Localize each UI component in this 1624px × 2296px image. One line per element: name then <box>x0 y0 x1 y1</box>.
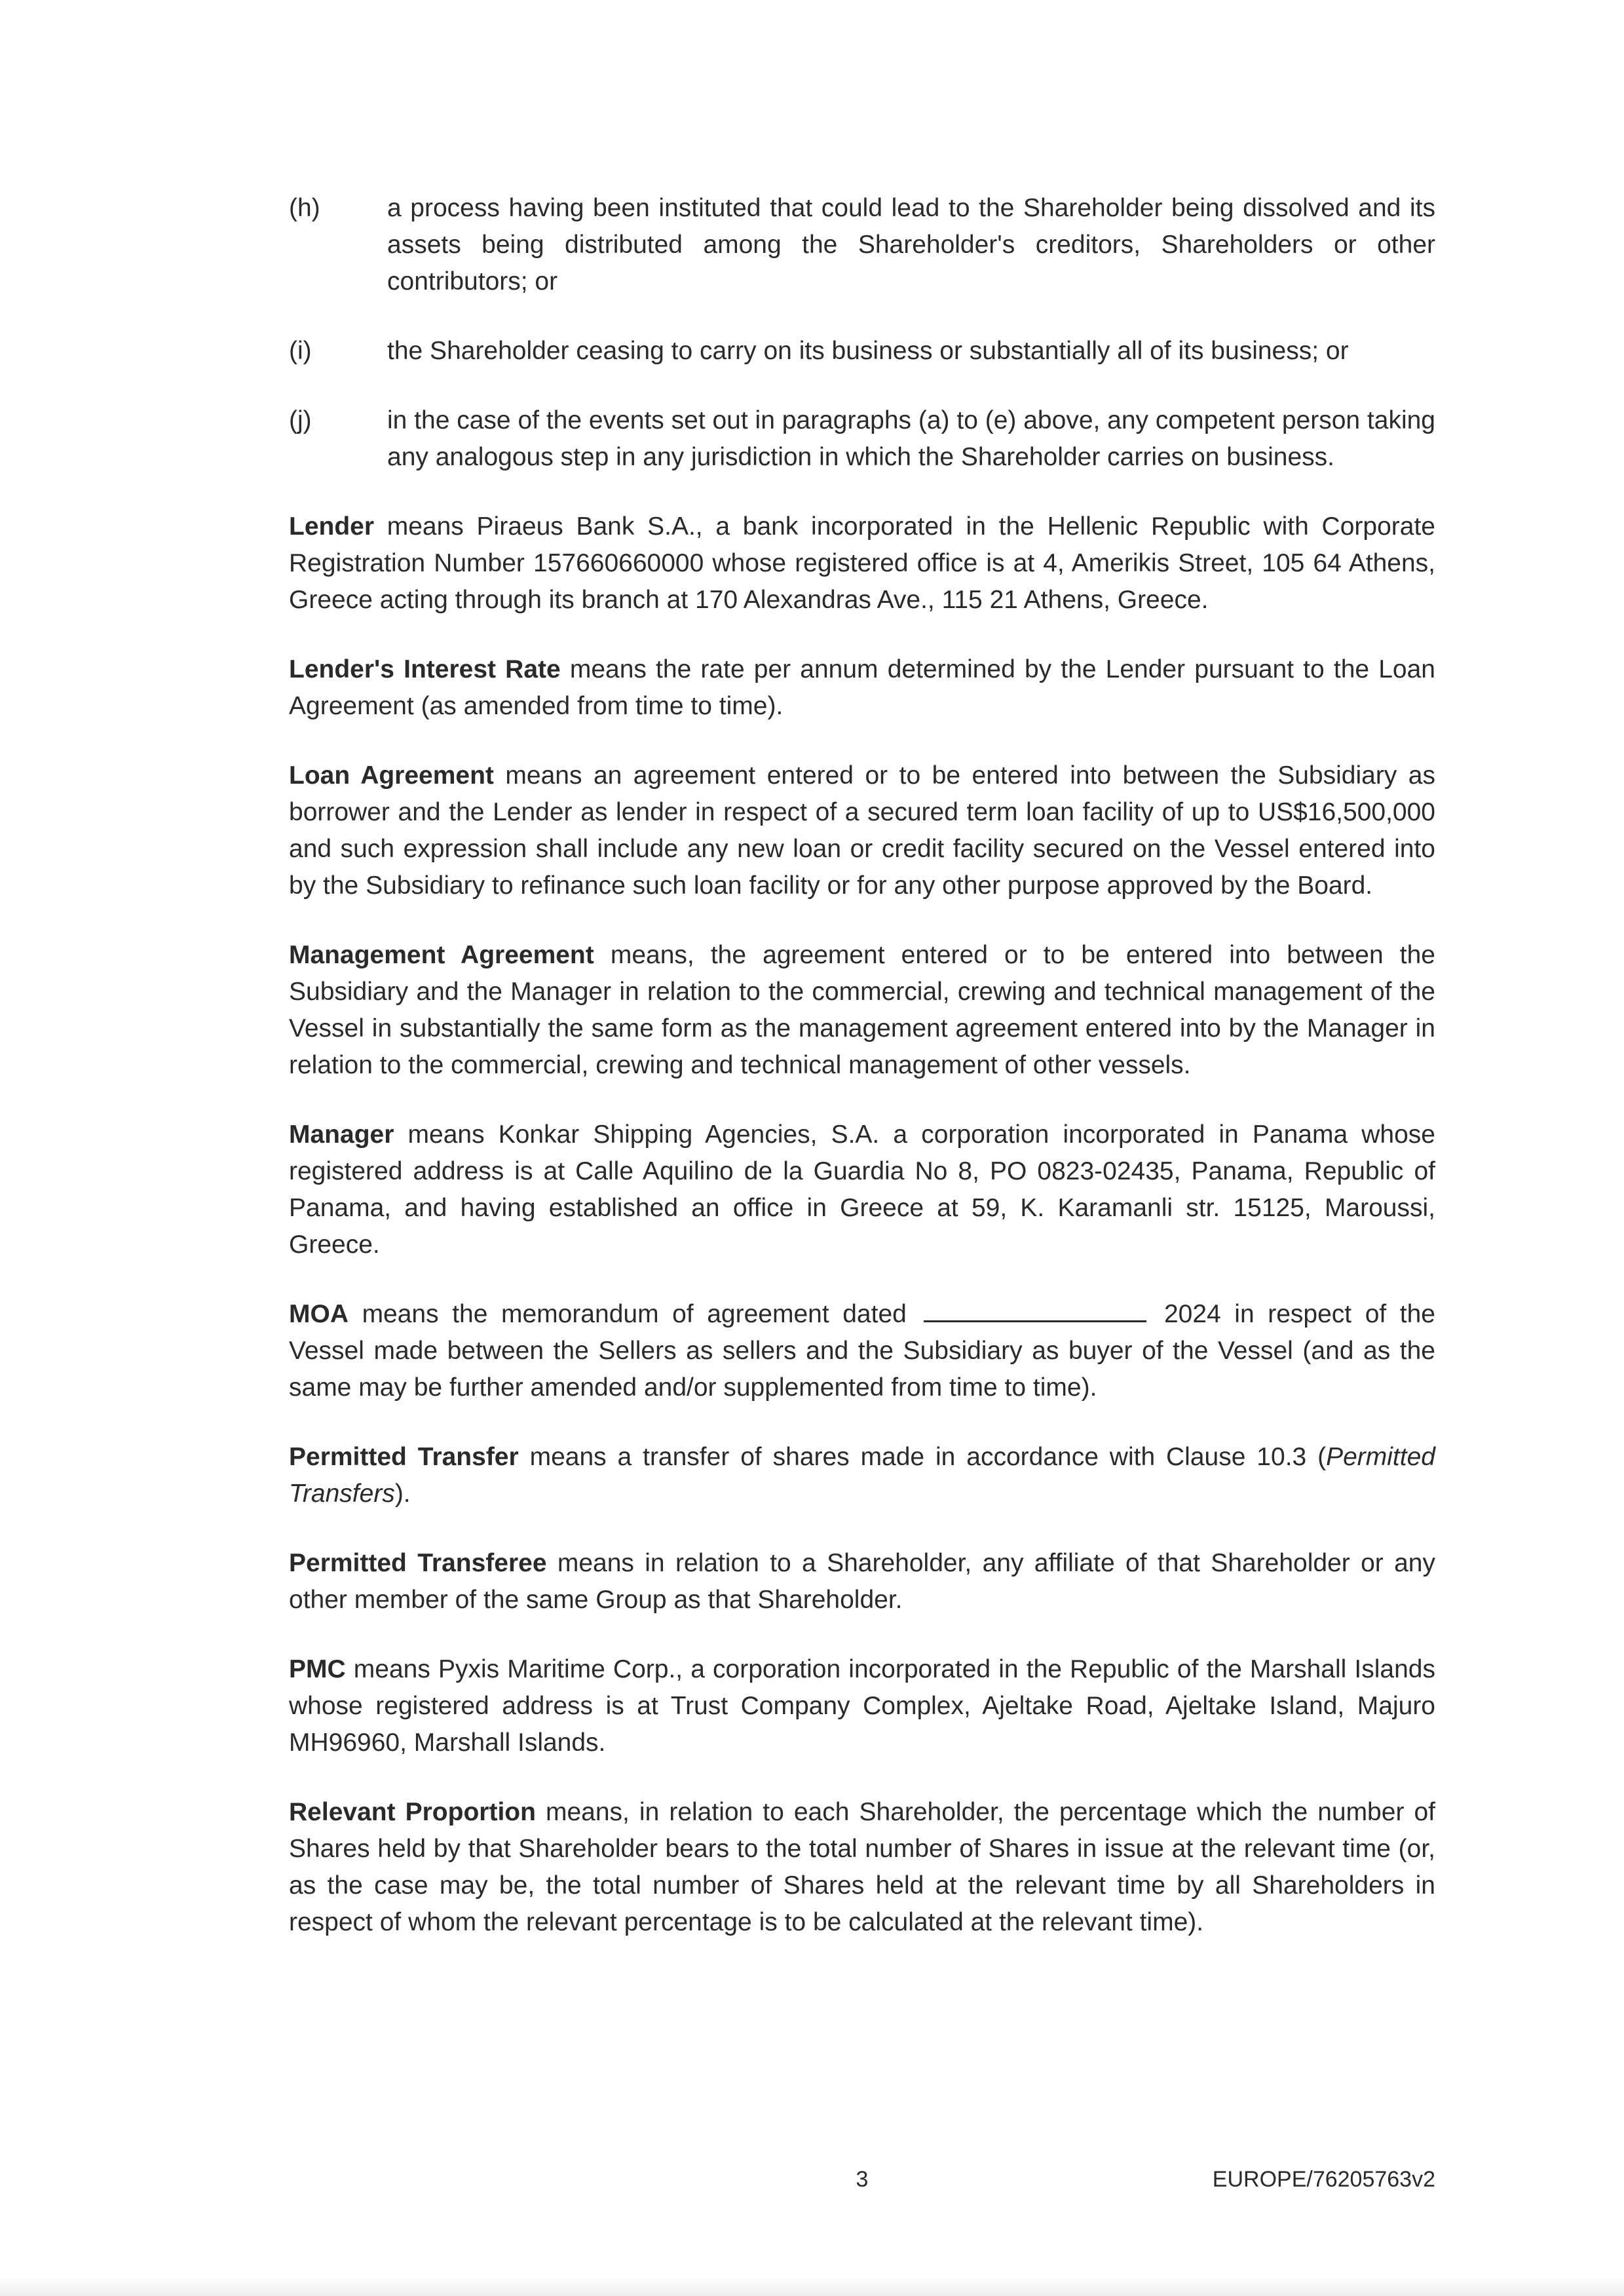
defined-term: Lender <box>289 512 375 541</box>
definition-text: means, in relation to each Shareholder, the percentage which the number of Shares held by that Shareholder bears to the total number of Shares in issue at the relevant time (or, as the case may be, the total number of Shares held at the relevant time by all Shareholders in respect of whom the relevant percentage is to be calculated at the relevant time). <box>289 1798 1436 1936</box>
definition-text: means, the agreement entered or to be entered into between the Subsidiary and the Manager in relation to the commercial, crewing and technical management of the Vessel in substantially the same form as the management agreement entered into by the Manager in relation to the commercial, crewing and technical management of other vessels. <box>289 941 1435 1079</box>
scan-edge-shadow <box>0 2276 1624 2296</box>
list-label: (h) <box>289 194 320 222</box>
definition-permitted-transferee <box>289 1545 1435 1618</box>
definition-text: means the rate per annum determined by the Lender pursuant to the Loan Agreement (as amended from time to time). <box>289 655 1435 720</box>
definition-text: means in relation to a Shareholder, any affiliate of that Shareholder or any other member of the same Group as that Shareholder. <box>289 1549 1435 1614</box>
definition-relevant-proportion <box>289 1794 1435 1941</box>
defined-term: Relevant Proportion <box>289 1798 536 1826</box>
clause-reference: Permitted Transfers <box>289 1443 1435 1508</box>
document-body <box>289 190 1435 1974</box>
definition-text: 2024 in respect of the Vessel made between the Sellers as sellers and the Subsidiary as buyer of the Vessel (and as the same may be further amended and/or supplemented from time to time). <box>289 1300 1435 1402</box>
list-item-h <box>289 190 1435 300</box>
list-item-j <box>289 402 1435 476</box>
definition-lender <box>289 508 1435 619</box>
list-text: in the case of the events set out in paragraphs (a) to (e) above, any competent person taking any analogous step in any jurisdiction in which the Shareholder carries on business. <box>387 406 1435 471</box>
definition-text: means Piraeus Bank S.A., a bank incorporated in the Hellenic Republic with Corporate Registration Number 157660660000 whose registered office is at 4, Amerikis Street, 105 64 Athens, Greece acting through its branch at 170 Alexandras Ave., 115 21 Athens, Greece. <box>289 512 1435 614</box>
defined-term: Loan Agreement <box>289 761 494 790</box>
definition-text: means a transfer of shares made in accordance with Clause 10.3 ( <box>518 1443 1327 1471</box>
definition-permitted-transfer <box>289 1439 1435 1512</box>
page-footer <box>289 2161 1435 2198</box>
definition-manager <box>289 1117 1435 1263</box>
definition-management-agreement <box>289 937 1435 1084</box>
defined-term: Management Agreement <box>289 941 594 969</box>
defined-term: Permitted Transferee <box>289 1549 547 1577</box>
list-label: (j) <box>289 406 312 434</box>
document-reference: EUROPE/76205763v2 <box>1212 2167 1435 2192</box>
defined-term: Lender's Interest Rate <box>289 655 561 683</box>
page-number: 3 <box>856 2167 869 2192</box>
definition-moa <box>289 1296 1435 1406</box>
definition-text: means Pyxis Maritime Corp., a corporation incorporated in the Republic of the Marshall Islands whose registered address is at Trust Company Complex, Ajeltake Road, Ajeltake Island, Majuro MH96960, Marshall Islands. <box>289 1655 1435 1757</box>
list-text: a process having been instituted that could lead to the Shareholder being dissolved and its assets being distributed among the Shareholder's creditors, Shareholders or other contributors; or <box>387 194 1435 296</box>
list-text: the Shareholder ceasing to carry on its business or substantially all of its business; or <box>387 337 1349 365</box>
defined-term: Manager <box>289 1120 394 1149</box>
list-item-i <box>289 333 1435 370</box>
definition-text: means an agreement entered or to be entered into between the Subsidiary as borrower and the Lender as lender in respect of a secured term loan facility of up to US$16,500,000 and such expression shall include any new loan or credit facility secured on the Vessel entered into by the Subsidiary to refinance such loan facility or for any other purpose approved by the Board. <box>289 761 1435 900</box>
definition-loan-agreement <box>289 757 1435 904</box>
date-blank-line <box>924 1299 1146 1322</box>
definition-text: means Konkar Shipping Agencies, S.A. a corporation incorporated in Panama whose registered address is at Calle Aquilino de la Guardia No 8, PO 0823-02435, Panama, Republic of Panama, and having established an office in Greece at 59, K. Karamanli str. 15125, Maroussi, Greece. <box>289 1120 1435 1259</box>
definition-text: means the memorandum of agreement dated <box>349 1300 907 1328</box>
definition-text: ). <box>394 1480 411 1508</box>
list-label: (i) <box>289 337 312 365</box>
definition-lenders-interest-rate <box>289 651 1435 725</box>
defined-term: Permitted Transfer <box>289 1443 519 1471</box>
definition-pmc <box>289 1651 1435 1761</box>
defined-term: MOA <box>289 1300 349 1328</box>
defined-term: PMC <box>289 1655 346 1683</box>
